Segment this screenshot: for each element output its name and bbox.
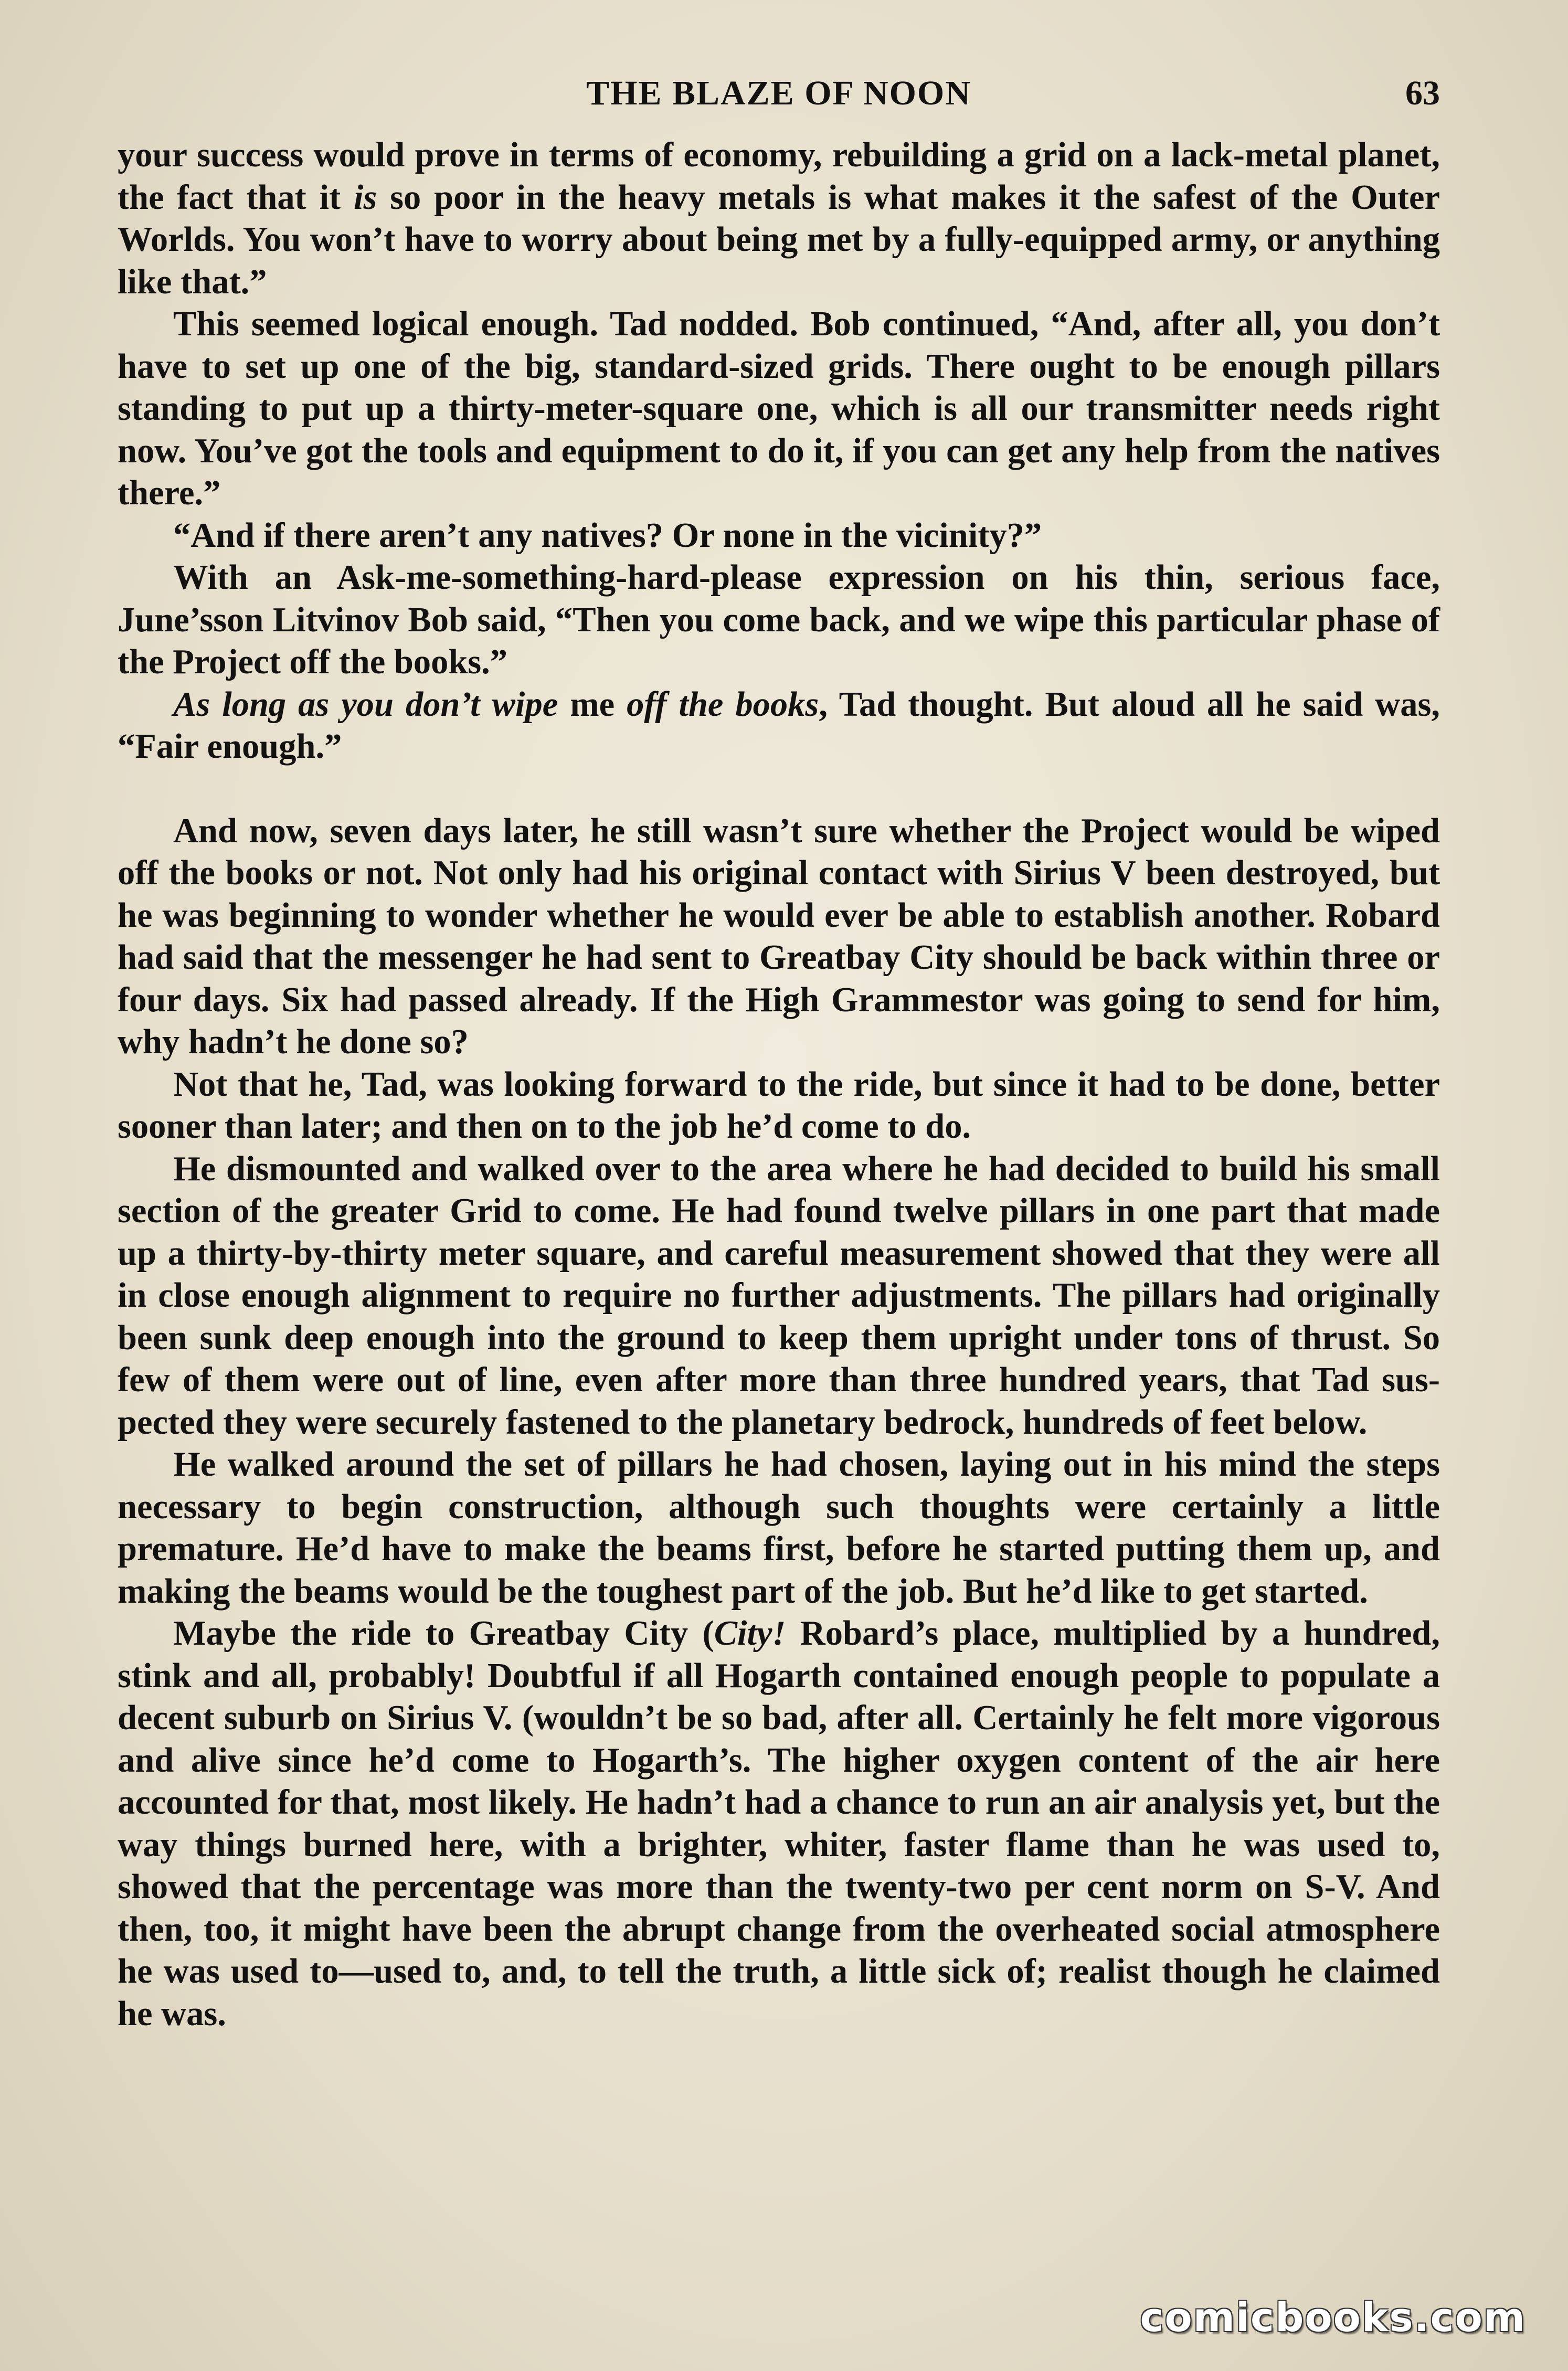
paragraph [118, 1613, 1440, 2035]
text-run: so poor in the heavy metals is what makes it the safest of the Outer Worlds. You won’t have to worry about being met by a fully-equipped army, or anything like that.” [118, 178, 1440, 301]
running-head [118, 73, 1440, 124]
paragraph [118, 684, 1440, 768]
paragraph: He walked around the set of pillars he had chosen, laying out in his mind the steps necessary to begin construction, although such thoughts were certainly a little premature. He’d have to make the beams first, before he started putting them up, and making the beams would be the toughest part of the job. But he’d like to get started. [118, 1445, 1440, 1611]
paragraph: And now, seven days later, he still wasn’t sure whether the Project would be wiped off the books or not. Not only had his original contact with Sirius V been destroyed, but he was beginning to wonder whether he would ever be able to establish another. Robard had said that the messenger he had sent to Greatbay City should be back within three or four days. Six had passed already. If the High Grammestor was going to send for him, why hadn’t he done so? [118, 811, 1440, 1061]
paragraph-continued [118, 134, 1440, 303]
text-run: Maybe the ride to Greatbay City ( [173, 1614, 714, 1653]
text-run: Robard’s place, multiplied by a hundred, stink and all, probably! Doubtful if all Hogarth contained enough people to populate a decent suburb on Sirius V. (wouldn’t be so bad, after all. Certainly he felt more vigorous and alive since he’d come to Hogarth’s. The higher oxygen content of the air here accounted for that, most likely. He hadn’t had a chance to run an air analysis yet, but the way things burned here, with a brighter, whiter, faster flame than he was used to, showed that the percentage was more than the twenty-two per cent norm on S-V. And then, too, it might have been the abrupt change from the overheated social atmosphere he was used to—used to, and, to tell the truth, a little sick of; realist though he claimed he was. [118, 1614, 1440, 2033]
italic-run: is [354, 178, 377, 217]
body-text [118, 134, 1440, 2035]
text-run: me [558, 685, 627, 724]
paragraph: With an Ask-me-something-hard-please expression on his thin, serious face, June’sson Litvinov Bob said, “Then you come back, and we wipe this particular phase of the Project off the books.” [118, 558, 1440, 681]
running-title: THE BLAZE OF NOON [586, 74, 971, 112]
text-run: , Tad thought. But aloud all he said was, “Fair enough.” [118, 685, 1440, 766]
watermark: comicbooks.com [1140, 2294, 1526, 2341]
italic-run: City! [714, 1614, 786, 1653]
paragraph: “And if there aren’t any natives? Or none in the vicinity?” [173, 516, 1042, 555]
paragraph: This seemed logical enough. Tad nodded. Bob continued, “And, after all, you don’t have to set up one of the big, standard-sized grids. There ought to be enough pillars standing to put up a thirty-meter-square one, which is all our transmitter needs right now. You’ve got the tools and equipment to do it, if you can get any help from the natives there.” [118, 305, 1440, 512]
page-number: 63 [1405, 74, 1440, 112]
paragraph: He dismounted and walked over to the area where he had decided to build his small section of the greater Grid to come. He had found twelve pillars in one part that made up a thirty-by-thirty meter square, and careful measurement showed that they were all in close enough alignment to require no further adjustments. The pillars had originally been sunk deep enough into the ground to keep them upright under tons of thrust. So few of them were out of line, even after more than three hundred years, that Tad sus-pected they were securely fastened to the planetary bedrock, hundreds of feet below. [118, 1149, 1440, 1442]
text-run: your success would prove in terms of economy, rebuilding a grid on a lack-metal planet, the fact that it [118, 136, 1440, 217]
section-break [118, 768, 1440, 810]
book-page [118, 73, 1440, 2035]
paragraph: Not that he, Tad, was looking forward to the ride, but since it had to be done, better sooner than later; and then on to the job he’d come to do. [118, 1065, 1440, 1146]
italic-run: As long as you don’t wipe [173, 685, 558, 724]
italic-run: off the books [627, 685, 819, 724]
